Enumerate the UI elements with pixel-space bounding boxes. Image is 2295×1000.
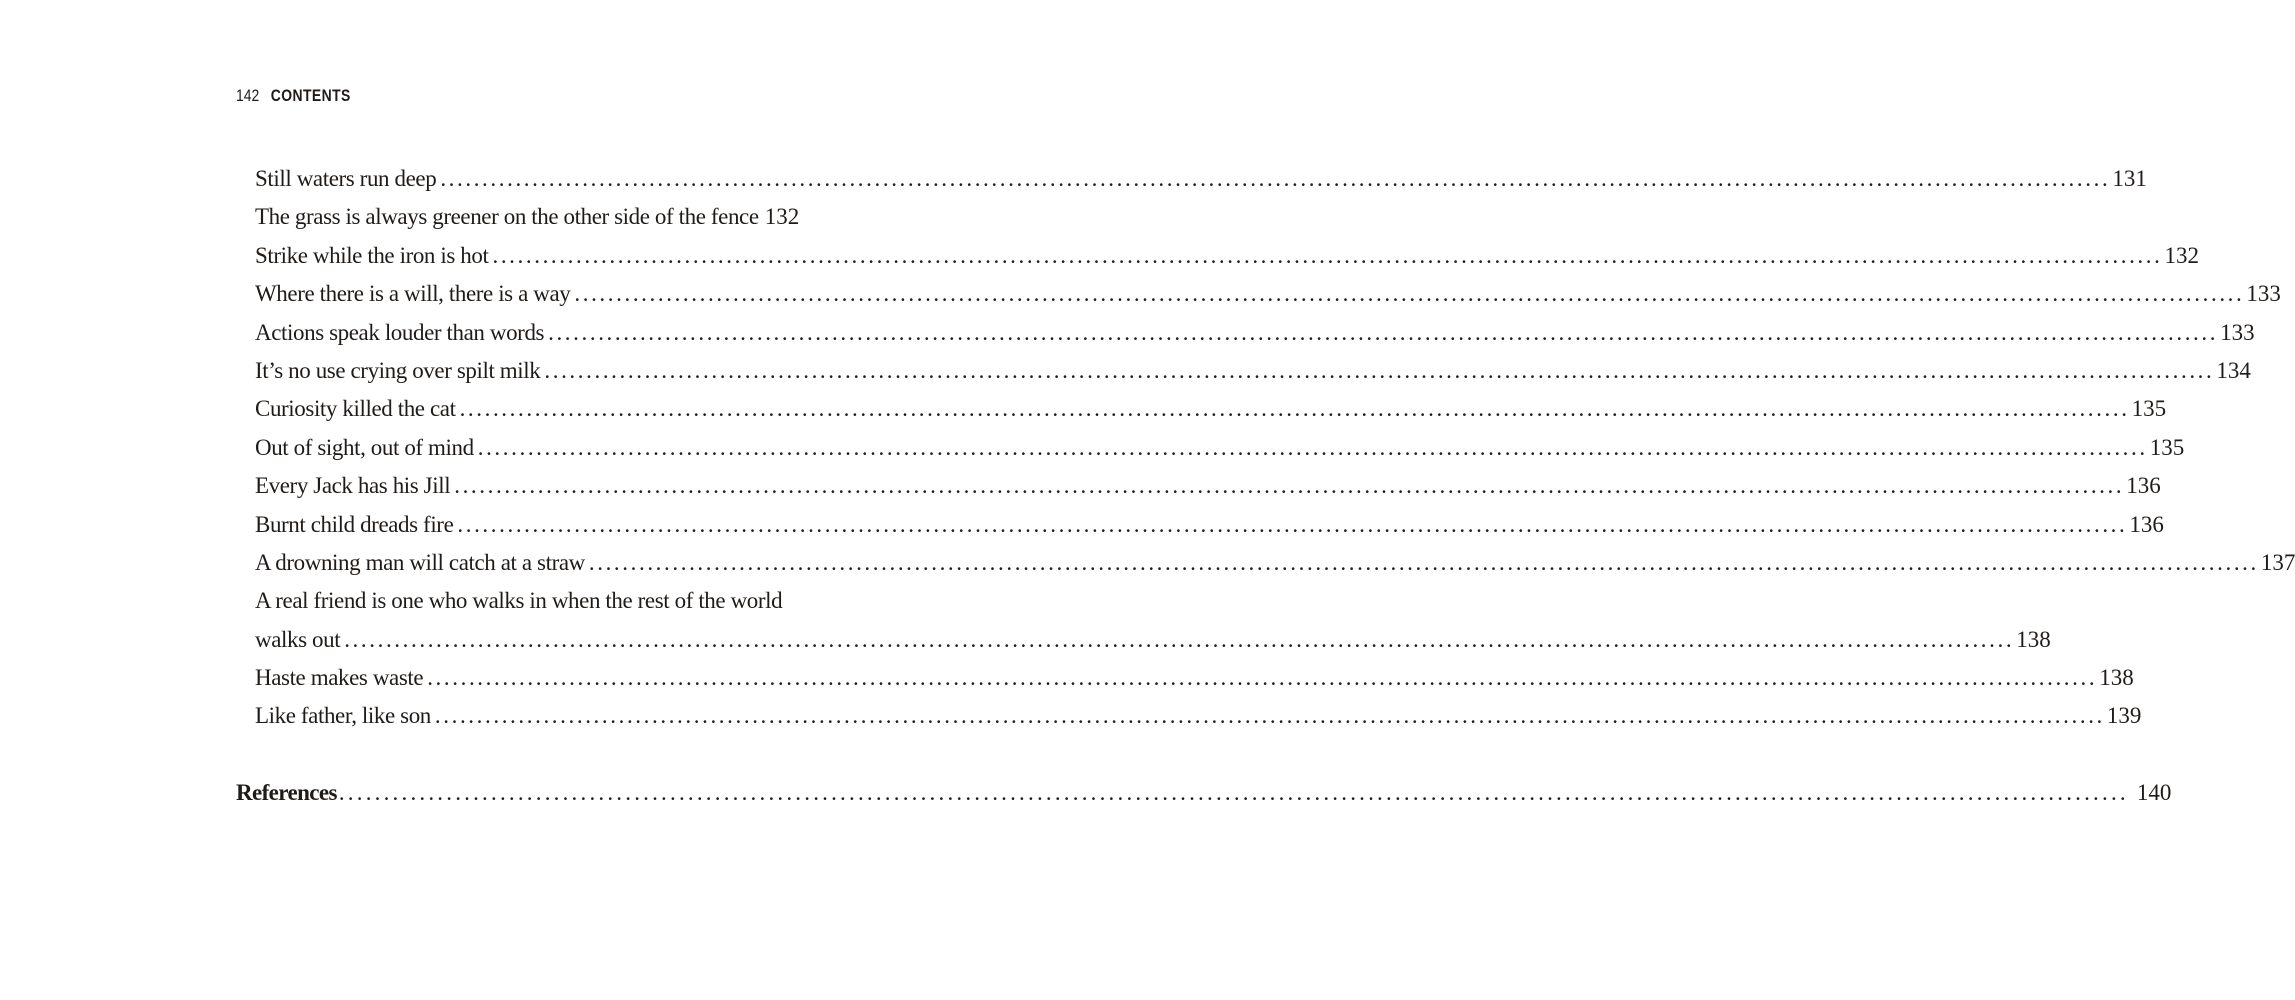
running-head bbox=[236, 84, 351, 108]
toc-entry-page: 138 bbox=[2016, 626, 2051, 652]
toc-entry-label: Haste makes waste bbox=[255, 665, 424, 691]
toc-entry-label: It’s no use crying over spilt milk bbox=[255, 357, 541, 383]
toc-entry[interactable] bbox=[255, 429, 2185, 467]
toc-entry-page: 131 bbox=[2112, 166, 2147, 191]
toc-entry-page: 136 bbox=[2126, 473, 2161, 499]
toc-entry-label: Every Jack has his Jill bbox=[255, 473, 451, 499]
toc-entry-label: Out of sight, out of mind bbox=[255, 434, 474, 460]
page-number: 142 bbox=[236, 86, 260, 105]
references-label: References bbox=[236, 780, 337, 805]
dot-leader: ........................................................................................................................................................................................................ bbox=[454, 473, 2125, 499]
dot-leader: ........................................................................................................................................................................................................ bbox=[434, 703, 2105, 729]
toc-entry-page: 138 bbox=[2099, 665, 2134, 691]
toc-entry-page: 136 bbox=[2129, 511, 2164, 537]
toc-entry[interactable] bbox=[255, 390, 2167, 428]
toc-entry-label: Where there is a will, there is a way bbox=[255, 281, 571, 307]
toc-entry-page: 137 bbox=[2260, 549, 2295, 575]
toc-entry-label: Actions speak louder than words bbox=[255, 319, 545, 345]
toc-entry-page: 139 bbox=[2106, 703, 2142, 729]
toc-entry-page: 133 bbox=[2220, 319, 2255, 345]
dot-leader: ........................................................................................................................................................................................................ bbox=[574, 281, 2245, 307]
toc-entry-label: Strike while the iron is hot bbox=[255, 242, 489, 268]
toc-entry-label-continuation: walks out bbox=[255, 626, 341, 652]
toc-entry[interactable] bbox=[255, 659, 2134, 697]
toc-entry-label: Burnt child dreads fire bbox=[255, 511, 454, 537]
running-head-title: CONTENTS bbox=[270, 86, 351, 105]
toc-entry-label: A real friend is one who walks in when the rest of the world bbox=[255, 588, 783, 614]
dot-leader: ........................................................................................................................................................................................................ bbox=[427, 665, 2098, 691]
dot-leader: ........................................................................................................................................................................................................ bbox=[440, 166, 2111, 191]
dot-leader: ........................................................................................................................................................................................................ bbox=[548, 319, 2219, 345]
toc-entry-label: Still waters run deep bbox=[255, 166, 437, 191]
toc-list bbox=[255, 160, 2295, 736]
toc-entry[interactable] bbox=[255, 275, 2281, 313]
toc-entry-label: The grass is always greener on the other side of the fence bbox=[255, 204, 759, 230]
toc-entry-label: Like father, like son bbox=[255, 703, 431, 729]
dot-leader: ........................................................................................................................................................................................................ bbox=[457, 511, 2128, 537]
toc-entry[interactable] bbox=[255, 467, 2161, 505]
toc-entry[interactable] bbox=[255, 544, 2295, 582]
toc-entry-first-line[interactable] bbox=[255, 582, 783, 620]
toc-entry[interactable] bbox=[255, 314, 2255, 352]
toc-entry-page: 135 bbox=[2149, 434, 2185, 460]
toc-entry-page: 132 bbox=[2164, 242, 2199, 268]
references-page: 140 bbox=[2136, 780, 2172, 805]
toc-entry[interactable] bbox=[255, 506, 2164, 544]
dot-leader: ........................................................................................................................................................................................................ bbox=[492, 242, 2163, 268]
toc-entry-page: 135 bbox=[2131, 396, 2167, 422]
toc-entry-page: 133 bbox=[2246, 281, 2281, 307]
toc-entry-label: A drowning man will catch at a straw bbox=[255, 549, 585, 575]
toc-entry[interactable] bbox=[255, 352, 2251, 390]
dot-leader: ........................................................................................................................................................................................................ bbox=[459, 396, 2130, 422]
dot-leader: ........................................................................................................................................................................................................ bbox=[344, 626, 2015, 652]
toc-references-entry[interactable] bbox=[236, 774, 2172, 812]
toc-entry-page: 132 bbox=[764, 204, 800, 230]
toc-entry[interactable] bbox=[255, 237, 2199, 275]
toc-entry[interactable] bbox=[255, 160, 2147, 198]
toc-entry-continuation[interactable] bbox=[255, 621, 2051, 659]
toc-entry-label: Curiosity killed the cat bbox=[255, 396, 456, 422]
dot-leader: ........................................................................................................................................................................................................ bbox=[544, 357, 2215, 383]
toc-entry[interactable] bbox=[255, 198, 800, 236]
dot-leader: ........................................................................................................................................................................................................ bbox=[588, 549, 2259, 575]
dot-leader: ........................................................................................................................................................................................................ bbox=[477, 434, 2148, 460]
dot-leader: ........................................................................................................................................................................................................ bbox=[338, 780, 2129, 805]
toc-entry-page: 134 bbox=[2216, 357, 2251, 383]
toc-entry[interactable] bbox=[255, 697, 2142, 735]
